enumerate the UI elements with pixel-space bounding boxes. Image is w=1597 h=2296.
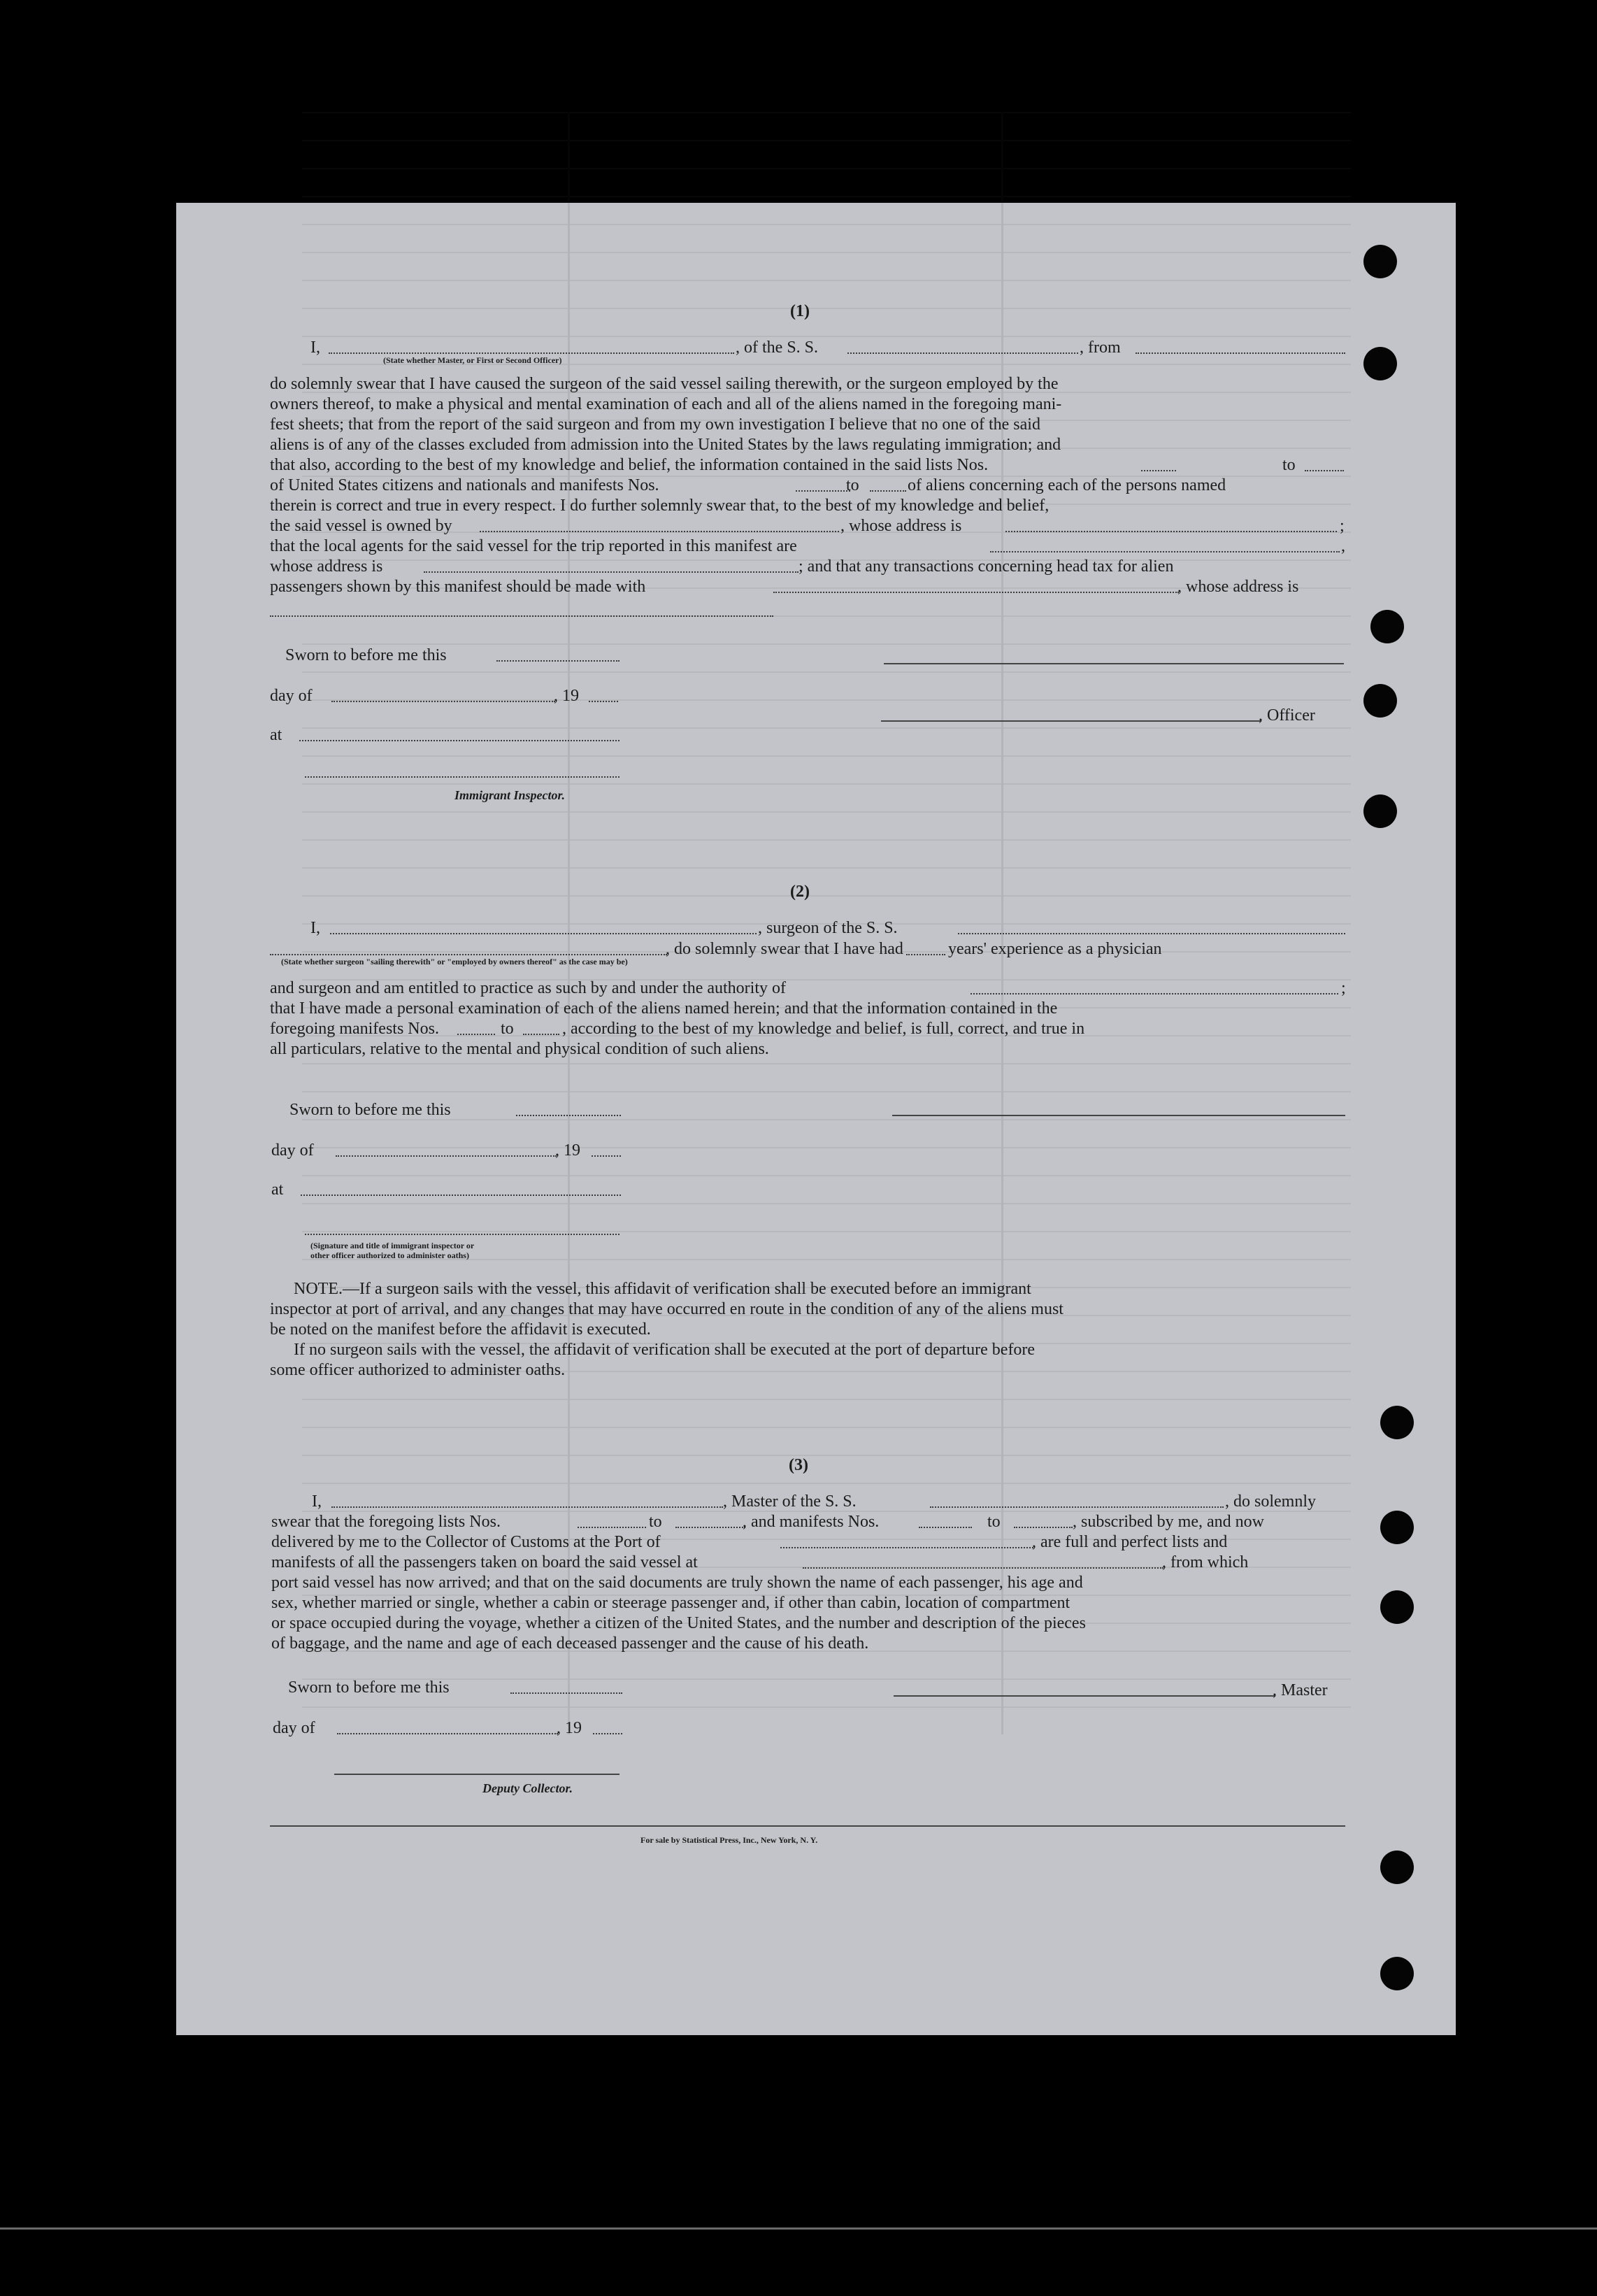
s3-to: to	[649, 1513, 662, 1531]
s3-collector-sig-line[interactable]	[334, 1774, 620, 1775]
section-1-number: (1)	[790, 302, 810, 320]
s2-state-hint: (State whether surgeon "sailing therewith" or "employed by owners thereof" as the case may be)	[281, 957, 628, 967]
s2-day-field[interactable]	[336, 1155, 557, 1157]
s1-inspector-label: Immigrant Inspector.	[454, 788, 566, 802]
s2-to: to	[501, 1020, 514, 1038]
s3-ship-field[interactable]	[930, 1506, 1224, 1508]
note-label: NOTE.	[294, 1280, 343, 1298]
note-line: be noted on the manifest before the affidavit is executed.	[270, 1320, 651, 1339]
s1-to: to	[846, 476, 859, 494]
s1-para-line: therein is correct and true in every respect. I do further solemnly swear that, to the best of my knowledge and belief,	[270, 497, 1050, 515]
s2-swear-had: , do solemnly swear that I have had	[666, 940, 903, 958]
s3-manifests-all: manifests of all the passengers taken on board the said vessel at	[271, 1553, 698, 1571]
s3-nineteen: , 19	[557, 1719, 582, 1737]
s1-sworn: Sworn to before me this	[285, 646, 447, 664]
s2-sworn: Sworn to before me this	[289, 1101, 451, 1119]
s1-para-line: fest sheets; that from the report of the said surgeon and from my own investigation I believe that no one of the said	[270, 415, 1040, 434]
s1-state-hint: (State whether Master, or First or Second Officer)	[383, 355, 562, 365]
s3-swear-lists: swear that the foregoing lists Nos.	[271, 1513, 501, 1531]
s2-years-exp: years' experience as a physician	[948, 940, 1162, 958]
section-2-number: (2)	[790, 883, 810, 901]
s2-at: at	[271, 1181, 284, 1199]
footer-rule	[270, 1825, 1345, 1827]
s1-head-tax: ; and that any transactions concerning head tax for alien	[798, 557, 1174, 576]
s2-manifests-to-field[interactable]	[523, 1034, 559, 1035]
note-line-1	[294, 1278, 1031, 1299]
s1-para-line: the said vessel is owned by	[270, 517, 452, 535]
s3-embark-field[interactable]	[803, 1567, 1163, 1569]
s3-delivered: delivered by me to the Collector of Customs at the Port of	[271, 1533, 661, 1551]
s2-para-line: that I have made a personal examination of each of the aliens named herein; and that the information contained in the	[270, 999, 1058, 1018]
s1-para-line: that the local agents for the said vessel for the trip reported in this manifest are	[270, 537, 797, 555]
s3-master-ss: , Master of the S. S.	[723, 1492, 857, 1511]
s1-lists-to-field[interactable]	[1305, 470, 1344, 471]
s3-manifests-from-field[interactable]	[919, 1527, 972, 1528]
s1-day-field[interactable]	[331, 701, 555, 702]
s1-i-label: I,	[310, 338, 320, 357]
s1-head-tax-address-field[interactable]	[270, 615, 773, 617]
s1-head-tax-field[interactable]	[773, 592, 1179, 593]
s1-para-line: that also, according to the best of my knowledge and belief, the information contained in the said lists Nos.	[270, 456, 989, 474]
s1-comma: ,	[1341, 537, 1345, 555]
s1-owner-field[interactable]	[480, 531, 839, 532]
s1-owner-address-field[interactable]	[1005, 531, 1337, 532]
s1-lists-from-field[interactable]	[1141, 470, 1176, 471]
s1-sworn-field[interactable]	[496, 660, 620, 662]
s2-at-field[interactable]	[301, 1195, 621, 1196]
s1-para-line: aliens is of any of the classes excluded from admission into the United States by the laws regulating immigration; and	[270, 436, 1061, 454]
s3-lists-to-field[interactable]	[675, 1527, 745, 1528]
s3-sworn-field[interactable]	[510, 1692, 622, 1694]
s3-do-solemnly: , do solemnly	[1225, 1492, 1316, 1511]
s1-to: to	[1282, 456, 1296, 474]
s3-full-perfect: , are full and perfect lists and	[1032, 1533, 1228, 1551]
s3-manifests-to-field[interactable]	[1014, 1527, 1073, 1528]
s2-sig-hint: other officer authorized to administer oaths)	[310, 1250, 469, 1260]
s3-sworn: Sworn to before me this	[288, 1678, 450, 1697]
s2-manifests-from-field[interactable]	[457, 1034, 495, 1035]
s3-name-field[interactable]	[331, 1506, 723, 1508]
s3-para-line: sex, whether married or single, whether a cabin or steerage passenger and, if other than cabin, location of compartment	[271, 1594, 1070, 1612]
note-line: inspector at port of arrival, and any changes that may have occurred en route in the condition of any of the aliens must	[270, 1300, 1064, 1318]
s3-subscribed: , subscribed by me, and now	[1073, 1513, 1264, 1531]
note-line: If no surgeon sails with the vessel, the affidavit of verification shall be executed at the port of departure before	[294, 1341, 1036, 1359]
section-3-number: (3)	[789, 1456, 808, 1474]
s3-para-line: of baggage, and the name and age of each deceased passenger and the cause of his death.	[271, 1634, 869, 1653]
s1-para-line: do solemnly swear that I have caused the surgeon of the said vessel sailing therewith, or the surgeon employed by the	[270, 375, 1059, 393]
s1-para-line: owners thereof, to make a physical and mental examination of each and all of the aliens named in the foregoing mani-	[270, 395, 1062, 413]
s1-para-line: whose address is	[270, 557, 383, 576]
note-line: some officer authorized to administer oaths.	[270, 1361, 566, 1379]
s2-surgeon-type-field[interactable]	[270, 954, 667, 955]
s3-deputy-label: Deputy Collector.	[482, 1781, 573, 1795]
s2-authority-field[interactable]	[971, 993, 1338, 994]
s1-of-aliens: of aliens concerning each of the persons named	[908, 476, 1226, 494]
s2-surgeon-sig-line[interactable]	[892, 1115, 1345, 1116]
s2-official-sig-line[interactable]	[305, 1234, 620, 1235]
s1-whose-address: , whose address is	[1177, 578, 1299, 596]
s1-manifests-from-field[interactable]	[796, 490, 850, 492]
s1-officer-sig-line[interactable]	[881, 720, 1261, 722]
s3-para-line: or space occupied during the voyage, whether a citizen of the United States, and the number and description of the pieces	[271, 1614, 1086, 1632]
s2-according: , according to the best of my knowledge and belief, is full, correct, and true in	[562, 1020, 1085, 1038]
s2-ship-field[interactable]	[958, 933, 1345, 934]
s1-officer-sig-top-line[interactable]	[884, 663, 1344, 664]
s3-and-manifests: , and manifests Nos.	[743, 1513, 880, 1531]
s1-manifests-to-field[interactable]	[870, 490, 906, 492]
s3-to: to	[987, 1513, 1001, 1531]
s1-at-field[interactable]	[299, 740, 620, 741]
s1-semicolon: ;	[1340, 517, 1345, 535]
s2-i-label: I,	[310, 919, 320, 937]
s2-day-of: day of	[271, 1141, 314, 1160]
sold-by-line: For sale by Statistical Press, Inc., New York, N. Y.	[640, 1835, 818, 1845]
s1-nineteen: , 19	[554, 687, 579, 705]
s2-para-line: and surgeon and am entitled to practice as such by and under the authority of	[270, 979, 786, 997]
s1-agents-address-field[interactable]	[424, 571, 798, 573]
s1-officer: , Officer	[1259, 706, 1315, 725]
form-content	[176, 203, 1456, 2035]
s1-year-field[interactable]	[589, 701, 618, 702]
s3-para-line: port said vessel has now arrived; and that on the said documents are truly shown the name of each passenger, his age and	[271, 1574, 1083, 1592]
s3-master-sig-line[interactable]	[894, 1695, 1275, 1697]
s3-day-of: day of	[273, 1719, 315, 1737]
s3-day-field[interactable]	[337, 1733, 558, 1734]
s1-para-line: passengers shown by this manifest should be made with	[270, 578, 646, 596]
s2-name-field[interactable]	[330, 933, 757, 934]
s1-inspector-sig-line[interactable]	[305, 776, 620, 778]
s3-i-label: I,	[312, 1492, 322, 1511]
s2-para-line: all particulars, relative to the mental and physical condition of such aliens.	[270, 1040, 769, 1058]
s3-year-field[interactable]	[593, 1733, 622, 1734]
s2-year-field[interactable]	[592, 1155, 621, 1157]
s1-of-ss: , of the S. S.	[736, 338, 819, 357]
s2-semicolon: ;	[1341, 979, 1346, 997]
s1-from-field[interactable]	[1136, 352, 1345, 354]
s1-at: at	[270, 726, 282, 744]
scanner-edge-line	[0, 2227, 1597, 2230]
s2-surgeon-ss: , surgeon of the S. S.	[758, 919, 898, 937]
s2-nineteen: , 19	[555, 1141, 580, 1160]
s1-day-of: day of	[270, 687, 313, 705]
s2-sig-hint: (Signature and title of immigrant inspector or	[310, 1241, 475, 1250]
s1-ship-field[interactable]	[847, 352, 1078, 354]
s3-master: , Master	[1273, 1681, 1328, 1699]
s2-years-field[interactable]	[906, 954, 945, 955]
s1-from: , from	[1080, 338, 1121, 357]
s2-sworn-field[interactable]	[516, 1115, 621, 1116]
s3-port-field[interactable]	[780, 1547, 1033, 1548]
s1-name-field[interactable]	[329, 352, 734, 354]
s2-para-line: foregoing manifests Nos.	[270, 1020, 439, 1038]
note-text: —If a surgeon sails with the vessel, this affidavit of verification shall be executed before an immigrant	[342, 1280, 1031, 1298]
s3-lists-from-field[interactable]	[578, 1527, 646, 1528]
form-sheet	[176, 203, 1456, 2035]
s1-para-line: of United States citizens and nationals and manifests Nos.	[270, 476, 659, 494]
s1-whose-address: , whose address is	[840, 517, 962, 535]
s1-agents-field[interactable]	[990, 551, 1340, 552]
s3-from-which: , from which	[1162, 1553, 1249, 1571]
